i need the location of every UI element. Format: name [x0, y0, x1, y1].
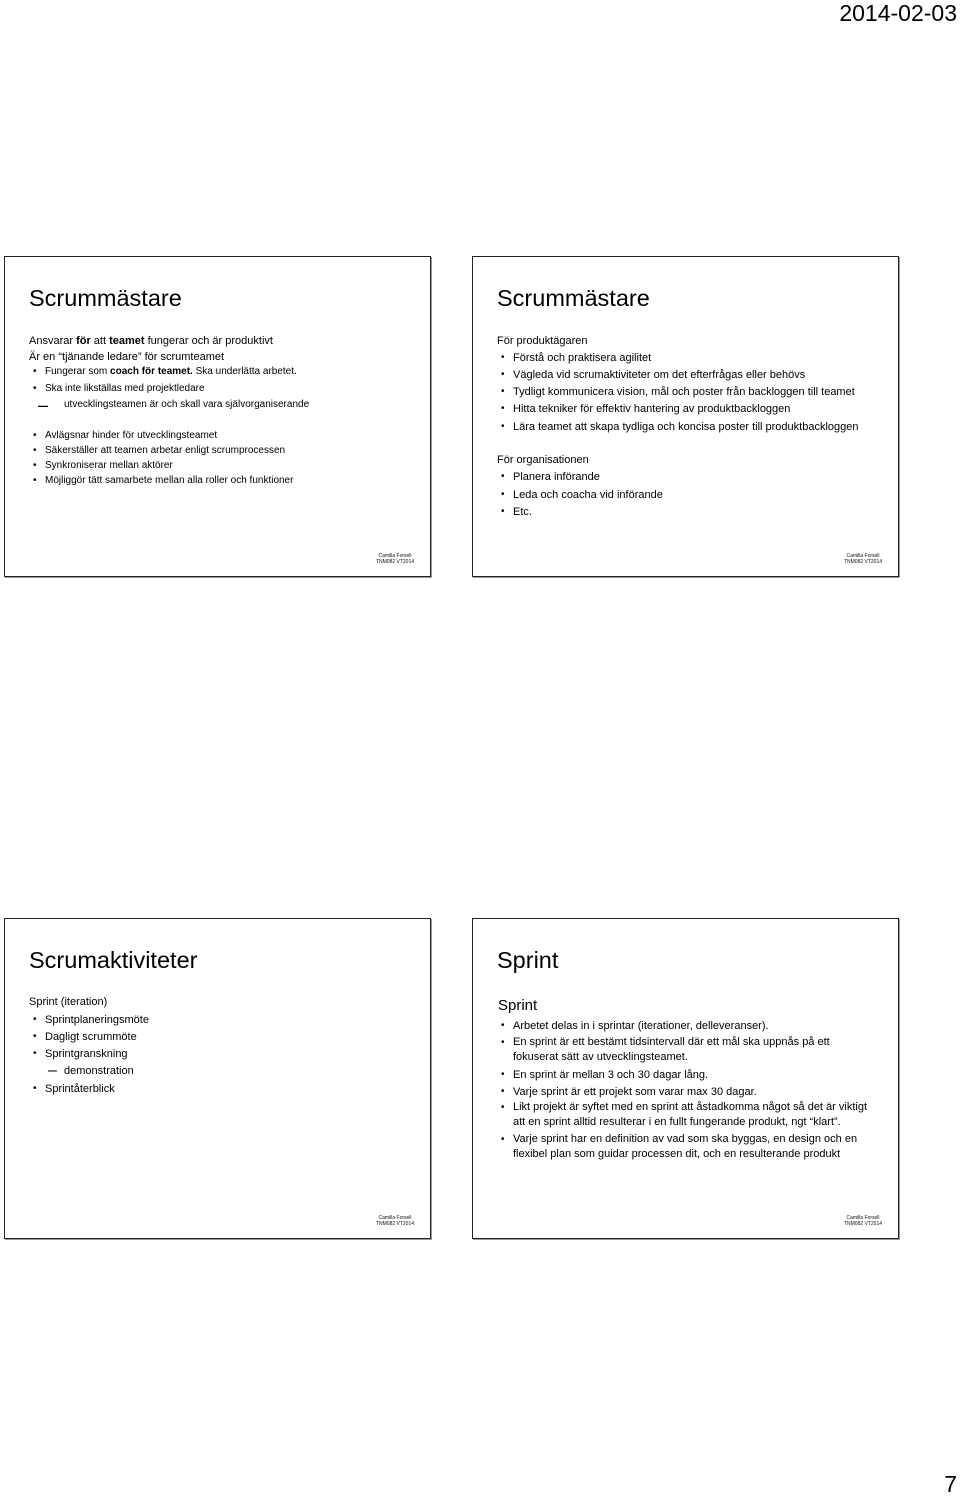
slide-scrumaktiviteter — [4, 918, 431, 1239]
slide-scrummastare-roles — [4, 256, 431, 577]
text-segment: fungerar och är produktivt — [144, 335, 273, 347]
intro-line — [29, 334, 273, 348]
bullet-item: • Leda och coacha vid införande — [513, 488, 663, 502]
group-heading: För organisationen — [497, 454, 589, 466]
slide-footer-author: Camilla Forsell — [378, 553, 412, 559]
text-segment: att — [90, 335, 110, 347]
bullet-item: • Dagligt scrummöte — [45, 1030, 137, 1044]
slide-footer-course: TNM082 VT2014 — [375, 559, 415, 565]
bullet-item: • Likt projekt är syftet med en sprint att åstadkomma något så det är viktigt att en sprint alltid resulterar i en fullt fungerande produkt, ngt “klart”. — [513, 1100, 875, 1130]
bullet-item: • Ska inte likställas med projektledare — [45, 382, 205, 396]
bullet-item: • Arbetet delas in i sprintar (iterationer, delleveranser). — [513, 1019, 769, 1033]
bullet-item: • Sprintgranskning — [45, 1047, 128, 1061]
slide-title: Scrumaktiviteter — [29, 947, 198, 973]
bullet-item: • Hitta tekniker för effektiv hantering av produktbackloggen — [513, 402, 790, 416]
slide-title: Scrummästare — [29, 285, 182, 311]
slide-title: Sprint — [497, 947, 559, 973]
bullet-item: • En sprint är ett bestämt tidsintervall där ett mål ska uppnås på ett fokuserat sätt av utvecklingsteamet. — [513, 1035, 875, 1065]
bullet-item: • Lära teamet att skapa tydliga och koncisa poster till produktbackloggen — [513, 420, 858, 434]
intro-line: Sprint (iteration) — [29, 996, 108, 1008]
bullet-item: • Sprintåterblick — [45, 1082, 115, 1096]
sub-bullet-item: – demonstration — [64, 1064, 134, 1078]
intro-line: Är en “tjänande ledare” för scrumteamet — [29, 351, 225, 363]
bullet-item: • Sprintplaneringsmöte — [45, 1013, 149, 1027]
slide-scrummastare-service — [472, 256, 899, 577]
bullet-item: • Avlägsnar hinder för utvecklingsteamet — [45, 429, 217, 443]
slide-sprint — [472, 918, 899, 1239]
text-segment: Fungerar som — [45, 366, 111, 377]
slide-footer-course: TNM082 VT2014 — [375, 1221, 415, 1227]
slide-footer-author: Camilla Forsell — [846, 1215, 880, 1221]
slide-footer-author: Camilla Forsell — [378, 1215, 412, 1221]
bullet-item: • Förstå och praktisera agilitet — [513, 351, 651, 365]
bullet-item: • En sprint är mellan 3 och 30 dagar lång. — [513, 1068, 708, 1082]
bold-segment: coach för teamet. — [110, 366, 193, 377]
group-heading: För produktägaren — [497, 335, 588, 347]
text-segment: Ska underlätta arbetet. — [192, 366, 297, 377]
bullet-item: • Varje sprint är ett projekt som varar max 30 dagar. — [513, 1085, 757, 1099]
text-segment: Ansvarar — [29, 335, 77, 347]
bullet-item: • Vägleda vid scrumaktiviteter om det efterfrågas eller behövs — [513, 368, 805, 382]
slide-footer-course: TNM082 VT2014 — [843, 559, 883, 565]
bold-segment: teamet — [109, 335, 145, 347]
bullet-item: • Tydligt kommunicera vision, mål och poster från backloggen till teamet — [513, 385, 855, 399]
bullet-item: • Synkroniserar mellan aktörer — [45, 459, 173, 473]
slide-title: Scrummästare — [497, 285, 650, 311]
slide-footer-author: Camilla Forsell — [846, 553, 880, 559]
bullet-item: • Varje sprint har en definition av vad som ska byggas, en design och en flexibel plan som guidar processen dit, och en resulterande produkt — [513, 1132, 875, 1162]
page-date: 2014-02-03 — [839, 0, 957, 26]
bullet-item: • Etc. — [513, 505, 532, 519]
bold-segment: för — [76, 335, 91, 347]
section-heading: Sprint — [498, 997, 538, 1014]
sub-bullet-item: – utvecklingsteamen är och skall vara självorganiserande — [64, 398, 309, 412]
page-number: 7 — [944, 1471, 957, 1497]
bullet-item — [45, 365, 297, 379]
bullet-item: • Säkerställer att teamen arbetar enligt scrumprocessen — [45, 444, 285, 458]
slide-footer-course: TNM082 VT2014 — [843, 1221, 883, 1227]
bullet-item: • Möjliggör tätt samarbete mellan alla roller och funktioner — [45, 474, 293, 488]
bullet-item: • Planera införande — [513, 470, 600, 484]
